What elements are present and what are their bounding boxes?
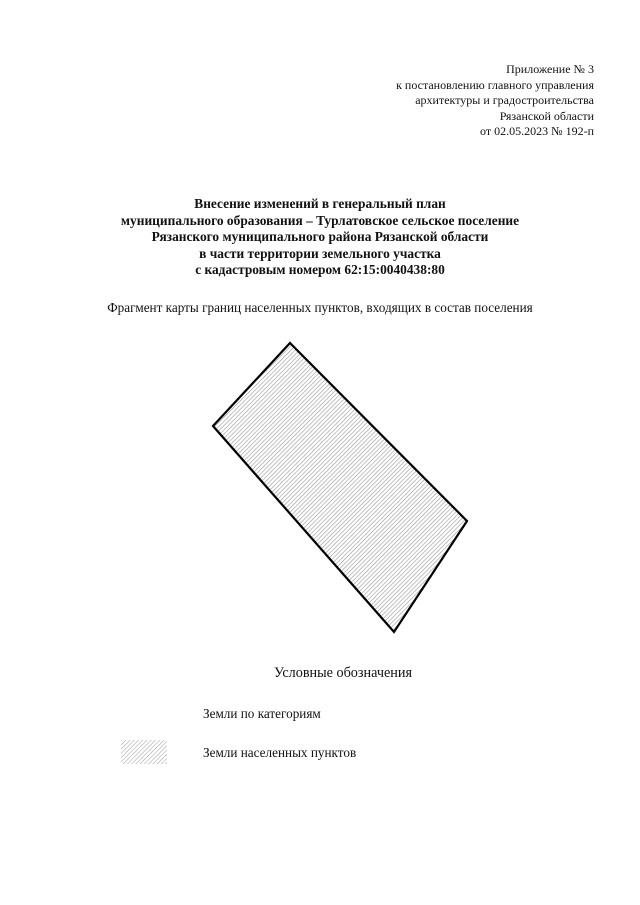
appendix-ref-line: архитектуры и градостроительства — [415, 93, 594, 108]
legend-hatch-swatch — [121, 740, 167, 764]
appendix-ref-line: к постановлению главного управления — [396, 77, 594, 92]
title-line: Внесение изменений в генеральный план — [194, 196, 446, 211]
settlement-land-parcel — [213, 343, 467, 632]
legend-item-settlement-lands: Земли населенных пунктов — [203, 745, 357, 760]
map-caption: Фрагмент карты границ населенных пунктов, входящих в состав поселения — [107, 300, 533, 315]
appendix-ref-line: Рязанской области — [499, 108, 594, 123]
appendix-date: от 02.05.2023 № 192-п — [480, 124, 594, 139]
title-line: муниципального образования – Турлатовское сельское поселение — [120, 212, 520, 228]
title-line: с кадастровым номером 62:15:0040438:80 — [195, 262, 445, 278]
legend-category: Земли по категориям — [203, 706, 321, 721]
legend-title: Условные обозначения — [274, 665, 412, 681]
appendix-number: Приложение № 3 — [506, 62, 594, 76]
title-line: Рязанского муниципального района Рязанской области — [151, 229, 489, 245]
title-line: в части территории земельного участка — [199, 245, 441, 261]
